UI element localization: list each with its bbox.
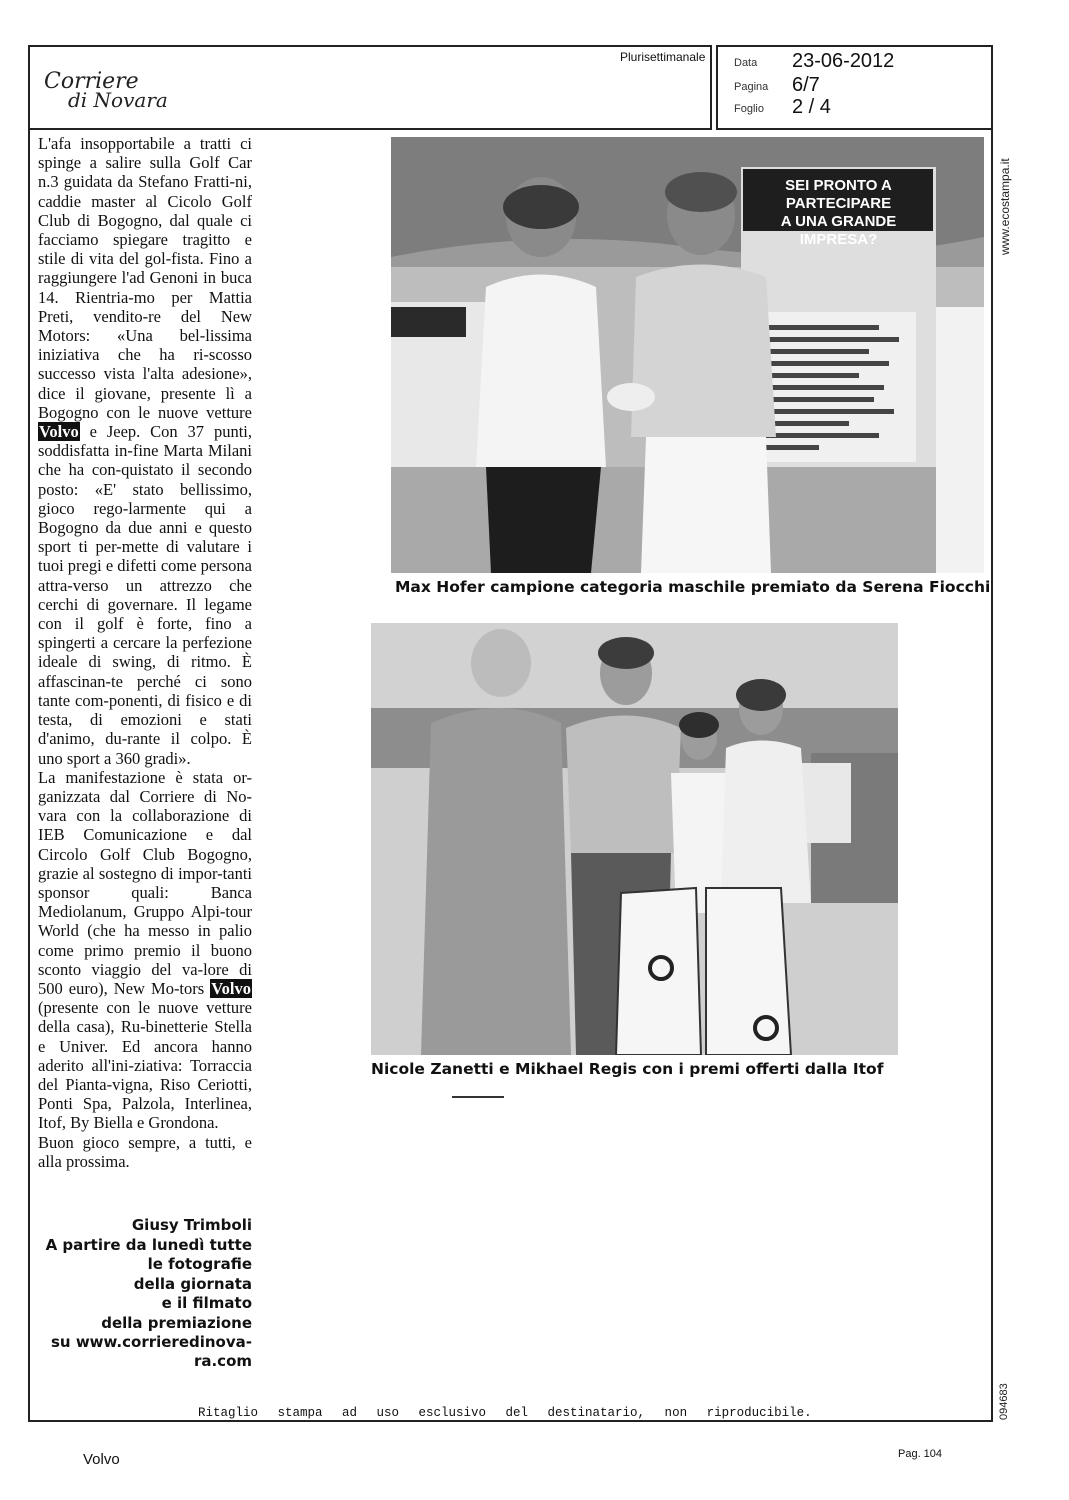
date-value: 23-06-2012 <box>792 50 895 72</box>
document-code: 094683 <box>998 1383 1010 1420</box>
divider <box>452 1096 504 1098</box>
periodicity-label: Plurisettimanale <box>620 50 706 64</box>
article-note: A partire da lunedì tutte le fotografie della giornata e il filmato della premiazione su www.corrieredinova- ra.com <box>45 1236 252 1371</box>
date-label: Data <box>734 57 758 69</box>
banner-text: SEI PRONTO A PARTECIPARE A UNA GRANDE IMPRESA? <box>780 177 897 248</box>
award-photo-2-illustration <box>371 623 898 1055</box>
page-value: 6/7 <box>792 74 820 96</box>
photo-1-caption: Max Hofer campione categoria maschile premiato da Serena Fiocchi <box>395 578 991 596</box>
award-photo-1 <box>391 137 984 573</box>
ecostampa-website: www.ecostampa.it <box>998 158 1012 255</box>
highlight-keyword: Volvo <box>211 978 251 998</box>
keyword-label: Volvo <box>83 1451 120 1468</box>
reproduction-notice: Ritaglio stampa ad uso esclusivo del destinatario, non riproducibile. <box>198 1406 812 1420</box>
award-photo-2 <box>371 623 898 1055</box>
highlight-keyword: Volvo <box>39 422 79 442</box>
article-author: Giusy Trimboli <box>131 1216 252 1234</box>
article-body: L'afa insopportabile a tratti ci spinge a salire sulla Golf Car n.3 guidata da Stefano Fratti-ni, caddie master al Cicolo Golf Club di Bogogno, dal quale ci facciamo spiegare tragitto e stile di vita del gol-fista. Fino a raggiungere l'ad Genoni in buca 14. Rientria-mo per Mattia Preti, vendito-re del New Motors: «Una bel-lissima iniziativa che ha ri-scosso successo vista l'alta adesione», dice il giovane, presente lì a Bogogno con le nuove vetture Volvo e Jeep. Con 37 punti, soddisfatta in-fine Marta Milani che ha con-quistato il secondo posto: «E' stato bellissimo, gioco rego-larmente qui a Bogogno da due anni e questo sport ti per-mette di valutare i tuoi pregi e difetti come persona attra-verso un attrezzo che cerchi di governare. Il legame con il golf è forte, fino a spingerti a cercare la perfezione ideale di swing, di ritmo. È affascinan-te perché ci sono tante com-ponenti, di fisico e di testa, di emozioni e stati d'animo, du-rante il colpo. È uno sport a 360 gradi». La manifestazione è stata or-ganizzata dal Corriere di No-vara con la collaborazione di IEB Comunicazione e dal Circolo Golf Club Bogogno, grazie al sostegno di impor-tanti sponsor quali: Banca Mediolanum, Gruppo Alpi-tour World (che ha messo in palio come primo premio il buono sconto viaggio del va-lore di 500 euro), New Mo-tors Volvo (presente con le nuove vetture della casa), Ru-binetterie Stella e Univer. Ed ancora hanno aderito all'ini-ziativa: Torraccia del Pianta-vigna, Riso Ceriotti, Ponti Spa, Palzola, Interlinea, Itof, By Biella e Grondona. Buon gioco sempre, a tutti, e alla prossima. <box>38 134 252 1171</box>
newspaper-logo: Corriere di Novara <box>44 69 168 112</box>
photo-2-caption: Nicole Zanetti e Mikhael Regis con i premi offerti dalla Itof <box>371 1060 884 1078</box>
page-number: Pag. 104 <box>898 1448 943 1460</box>
sheet-label: Foglio <box>734 103 764 115</box>
page-label: Pagina <box>734 81 769 93</box>
sheet-value: 2 / 4 <box>792 96 831 118</box>
